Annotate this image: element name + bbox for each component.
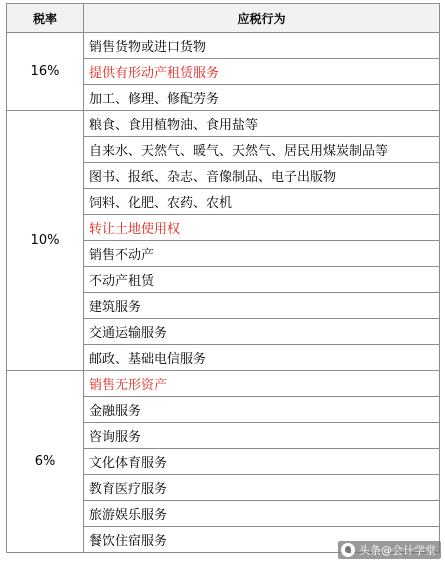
behavior-cell: 旅游娱乐服务 [84, 501, 440, 527]
table-header-row [7, 4, 440, 33]
table-body [7, 33, 440, 553]
header-behavior: 应税行为 [84, 4, 440, 33]
behavior-cell: 图书、报纸、杂志、音像制品、电子出版物 [84, 163, 440, 189]
rate-cell: 16% [7, 33, 84, 111]
behavior-cell: 加工、修理、修配劳务 [84, 85, 440, 111]
behavior-cell: 不动产租赁 [84, 267, 440, 293]
header-rate: 税率 [7, 4, 84, 33]
behavior-cell: 金融服务 [84, 397, 440, 423]
behavior-cell: 教育医疗服务 [84, 475, 440, 501]
behavior-cell: 销售不动产 [84, 241, 440, 267]
behavior-cell: 销售无形资产 [84, 371, 440, 397]
table-row [7, 33, 440, 59]
rate-cell: 10% [7, 111, 84, 371]
behavior-cell: 文化体育服务 [84, 449, 440, 475]
behavior-cell: 餐饮住宿服务 [84, 527, 440, 553]
behavior-cell: 提供有形动产租赁服务 [84, 59, 440, 85]
behavior-cell: 建筑服务 [84, 293, 440, 319]
behavior-cell: 邮政、基础电信服务 [84, 345, 440, 371]
watermark-text: 头条@会计学堂 [359, 544, 436, 557]
behavior-cell: 销售货物或进口货物 [84, 33, 440, 59]
behavior-cell: 粮食、食用植物油、食用盐等 [84, 111, 440, 137]
table-row [7, 371, 440, 397]
behavior-cell: 饲料、化肥、农药、农机 [84, 189, 440, 215]
behavior-cell: 交通运输服务 [84, 319, 440, 345]
behavior-cell: 咨询服务 [84, 423, 440, 449]
behavior-cell: 自来水、天然气、暖气、天然气、居民用煤炭制品等 [84, 137, 440, 163]
table-row [7, 111, 440, 137]
rate-cell: 6% [7, 371, 84, 553]
watermark [338, 541, 441, 559]
tax-rate-table [6, 3, 440, 553]
toutiao-logo-icon [341, 543, 355, 557]
behavior-cell: 转让土地使用权 [84, 215, 440, 241]
